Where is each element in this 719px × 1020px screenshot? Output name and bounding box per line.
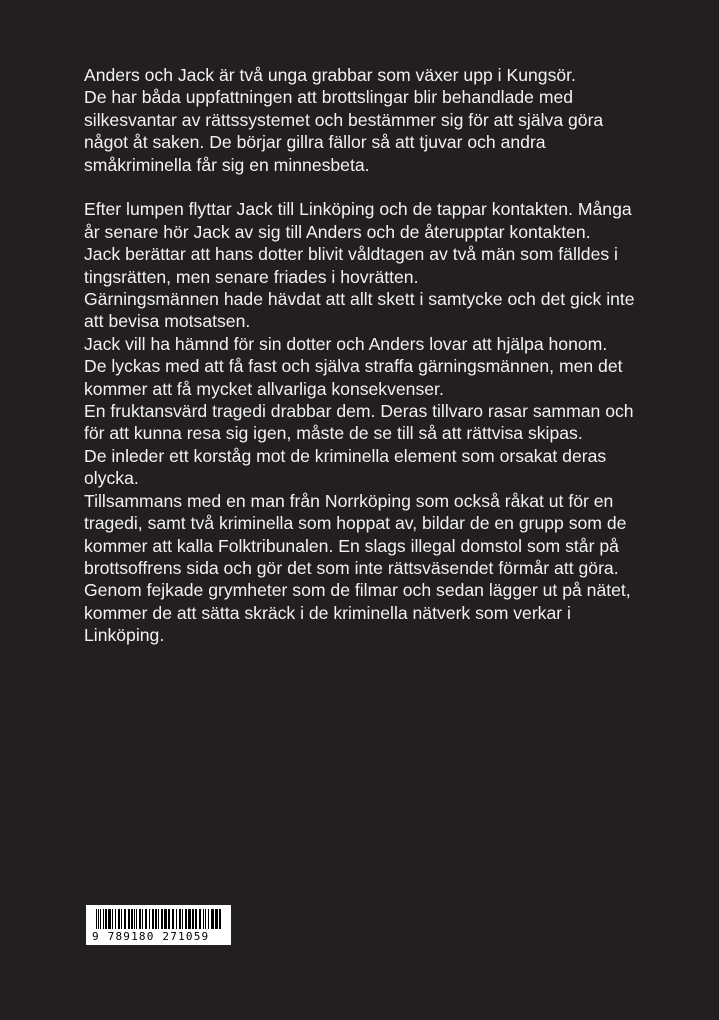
barcode-bar — [103, 909, 104, 929]
barcode-bar — [98, 909, 99, 929]
barcode-bar — [149, 909, 150, 929]
barcode-bar — [195, 909, 197, 929]
barcode-bar — [172, 909, 174, 929]
barcode-bar — [176, 909, 177, 929]
barcode-bar — [118, 909, 120, 929]
barcode-bar — [136, 909, 137, 929]
barcode-bar — [203, 909, 204, 929]
barcode-bar — [179, 909, 181, 929]
barcode-bar — [208, 909, 209, 929]
barcode-bar — [108, 909, 111, 929]
barcode-bar — [112, 909, 113, 929]
barcode-bar — [192, 909, 194, 929]
barcode-bar — [124, 909, 126, 929]
barcode-bar — [188, 909, 191, 929]
barcode-bar — [100, 909, 101, 929]
barcode-bar — [134, 909, 135, 929]
blurb-paragraph-1: Anders och Jack är två unga grabbar som växer upp i Kungsör. De har båda uppfattningen att brottslingar blir behandlade med silkesvantar av rättssystemet och bestämmer sig för att själva göra något åt saken. De börjar gillra fällor så att tjuvar och andra småkriminella får sig en minnesbeta. — [84, 65, 604, 175]
barcode-bar — [145, 909, 147, 929]
barcode-bar — [139, 909, 141, 929]
barcode-bar — [182, 909, 183, 929]
barcode-bar — [115, 909, 116, 929]
barcode-bar — [205, 909, 206, 929]
barcode-bar — [105, 909, 107, 929]
barcode-bar — [185, 909, 187, 929]
barcode-bar — [168, 909, 170, 929]
isbn-number: 9 789180 271059 — [86, 929, 231, 945]
barcode-bar — [219, 909, 221, 929]
barcode-bar — [96, 909, 97, 929]
barcode-bar — [152, 909, 154, 929]
barcode-bar — [142, 909, 143, 929]
blurb-paragraph-2: Efter lumpen flyttar Jack till Linköping och de tappar kontakten. Många år senare hör Jack av sig till Anders och de återupptar kontakten. Jack berättar att hans dotter blivit våldtagen av två män som fälldes i tingsrätten, men senare friades i hovrätten. Gärningsmännen hade hävdat att allt skett i samtycke och det gick inte att bevisa motsatsen. Jack vill ha hämnd för sin dotter och Anders lovar att hjälpa honom. De lyckas med att få fast och själva straffa gärningsmännen, men det kommer att få mycket allvarliga konsekvenser. En fruktansvärd tragedi drabbar dem. Deras tillvaro rasar samman och för att kunna resa sig igen, måste de se till så att rättvisa skipas. De inleder ett korståg mot de kriminella element som orsakat deras olycka. Tillsammans med en man från Norrköping som också råkat ut för en tragedi, samt två kriminella som hoppat av, bildar de en grupp som de kommer att kalla Folktribunalen. En slags illegal domstol som står på brottsoffrens sida och gör det som inte rättsväsendet förmår att göra. Genom fejkade grymheter som de filmar och sedan lägger ut på nätet, kommer de att sätta skräck i de kriminella nätverk som verkar i Linköping. — [84, 199, 635, 646]
barcode-bar — [128, 909, 130, 929]
barcode-bar — [161, 909, 163, 929]
barcode-bar — [155, 909, 157, 929]
paragraph-gap — [84, 176, 644, 198]
barcode-bar — [199, 909, 201, 929]
isbn-barcode — [86, 905, 231, 945]
barcode-bar — [215, 909, 218, 929]
barcode-bar — [121, 909, 122, 929]
blurb-text — [84, 64, 644, 647]
barcode-bar — [211, 909, 214, 929]
barcode-bar — [164, 909, 167, 929]
barcode-bar — [158, 909, 159, 929]
barcode-bar — [131, 909, 133, 929]
